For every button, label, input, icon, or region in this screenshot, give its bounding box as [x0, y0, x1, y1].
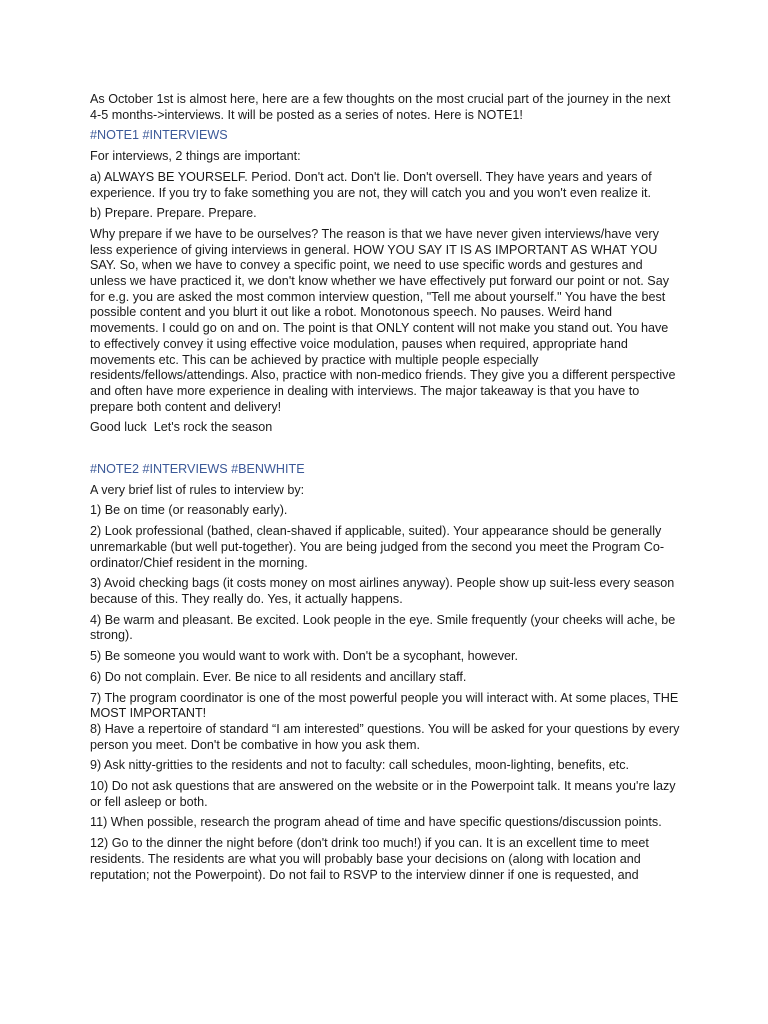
rule-item: 4) Be warm and pleasant. Be excited. Look people in the eye. Smile frequently (your cheeks will ache, be strong).	[90, 612, 679, 643]
rule-item: 2) Look professional (bathed, clean-shaved if applicable, suited). Your appearance should be generally unremarkable (but well put-together). You are being judged from the second you meet the Program Co-ordinator/Chief resident in the morning.	[90, 524, 665, 570]
rule-item: 9) Ask nitty-gritties to the residents and not to faculty: call schedules, moon-lighting, benefits, etc.	[90, 758, 630, 773]
rule-item: 6) Do not complain. Ever. Be nice to all residents and ancillary staff.	[90, 669, 467, 684]
document-page	[90, 92, 682, 888]
rule-item: 8) Have a repertoire of standard “I am interested” questions. You will be asked for your questions by every person you meet. Don't be combative in how you ask them.	[90, 721, 683, 752]
rule-item: 5) Be someone you would want to work with. Don't be a sycophant, however.	[90, 649, 519, 664]
rule-item: 1) Be on time (or reasonably early).	[90, 503, 288, 518]
rule-item: 11) When possible, research the program ahead of time and have specific questions/discussion points.	[90, 815, 662, 830]
note1-hashtags[interactable]: #NOTE1 #INTERVIEWS	[90, 128, 228, 143]
note1-lead: For interviews, 2 things are important:	[90, 149, 301, 164]
note2-hashtags[interactable]: #NOTE2 #INTERVIEWS #BENWHITE	[90, 462, 305, 477]
note1-intro: As October 1st is almost here, here are a few thoughts on the most crucial part of the journey in the next 4-5 months->interviews. It will be posted as a series of notes. Here is NOTE1!	[90, 92, 674, 122]
note1-point-a: a) ALWAYS BE YOURSELF. Period. Don't act. Don't lie. Don't oversell. They have years and years of experience. If you try to fake something you are not, they will catch you and you won't even realize it.	[90, 169, 656, 200]
note1-closing: Good luck Let's rock the season	[90, 420, 273, 435]
note2-lead: A very brief list of rules to interview by:	[90, 482, 305, 497]
rule-item: 12) Go to the dinner the night before (don't drink too much!) if you can. It is an excellent time to meet residents. The residents are what you will probably base your decisions on (along with location and reputation; not the Powerpoint). Do not fail to RSVP to the interview dinner if one is requested, and	[90, 836, 653, 882]
rule-item: 10) Do not ask questions that are answered on the website or in the Powerpoint talk. It means you're lazy or fell asleep or both.	[90, 779, 680, 809]
section-gap	[90, 441, 682, 462]
rule-item: 7) The program coordinator is one of the most powerful people you will interact with. At some places, THE MOST IMPORTANT!	[90, 690, 682, 721]
note1-point-b: b) Prepare. Prepare. Prepare.	[90, 206, 257, 221]
note1-body: Why prepare if we have to be ourselves? The reason is that we have never given interviews/have very less experience of giving interviews in general. HOW YOU SAY IT IS AS IMPORTANT AS WHAT YOU SAY. So, when we have to convey a specific point, we need to use specific words and gestures and unless we have practiced it, we don't know whether we have effectively put forward our point or not. Say for e.g. you are asked the most common interview question, "Tell me about yourself." You have the best possible content and you blurt it out like a robot. Monotonous speech. No pauses. Weird hand movements. I could go on and on. The point is that ONLY content will not make you stand out. You have to effectively convey it using effective voice modulation, pauses when required, appropriate hand movements etc. This can be achieved by practice with multiple people especially residents/fellows/attendings. Also, practice with non-medico friends. They give you a different perspective and often have more experience in dealing with interviews. The major takeaway is that you have to prepare both content and delivery!	[90, 226, 679, 414]
rule-item: 3) Avoid checking bags (it costs money on most airlines anyway). People show up suit-less every season because of this. They really do. Yes, it actually happens.	[90, 576, 678, 606]
